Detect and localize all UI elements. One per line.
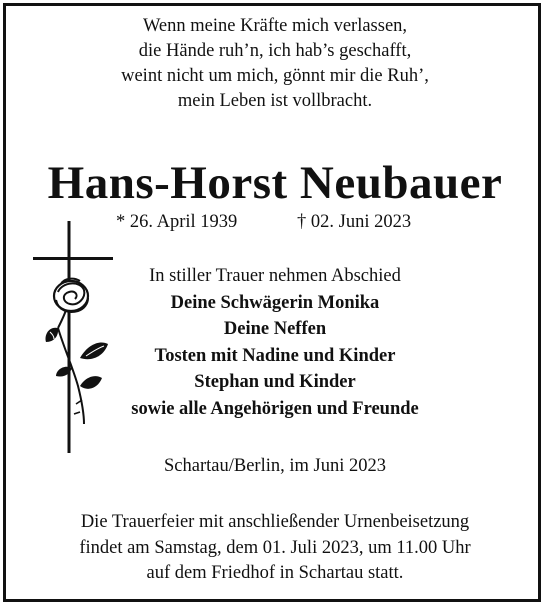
cross-beam (33, 257, 113, 260)
poem-line: Wenn meine Kräfte mich verlassen, (142, 16, 408, 36)
poem-line: die Hände ruh’n, ich hab’s geschafft, (138, 41, 412, 61)
funeral-line: auf dem Friedhof in Schartau statt. (146, 563, 404, 583)
death-date: † 02. Juni 2023 (297, 212, 412, 232)
mourner-line: Deine Neffen (223, 319, 327, 340)
funeral-line: findet am Samstag, dem 01. Juli 2023, um 11.00 Uhr (79, 537, 471, 558)
mourners-intro: In stiller Trauer nehmen Abschied (149, 266, 401, 286)
poem (0, 14, 550, 114)
mourners-block (0, 263, 550, 423)
poem-line: weint nicht um mich, gönnt mir die Ruh’, (121, 66, 429, 86)
birth-date: * 26. April 1939 (116, 212, 238, 232)
mourner-line: Stephan und Kinder (194, 372, 356, 393)
poem-line: mein Leben ist vollbracht. (177, 91, 373, 111)
funeral-line: Die Trauerfeier mit anschließender Urnenbeisetzung (80, 512, 470, 532)
mourner-line: Deine Schwägerin Monika (170, 292, 380, 313)
mourner-line: sowie alle Angehörigen und Freunde (131, 398, 419, 419)
place-date: Schartau/Berlin, im Juni 2023 (164, 456, 386, 476)
deceased-name: Hans-Horst Neubauer (47, 157, 503, 209)
funeral-notice (0, 510, 550, 587)
mourner-line: Tosten mit Nadine und Kinder (154, 345, 396, 366)
